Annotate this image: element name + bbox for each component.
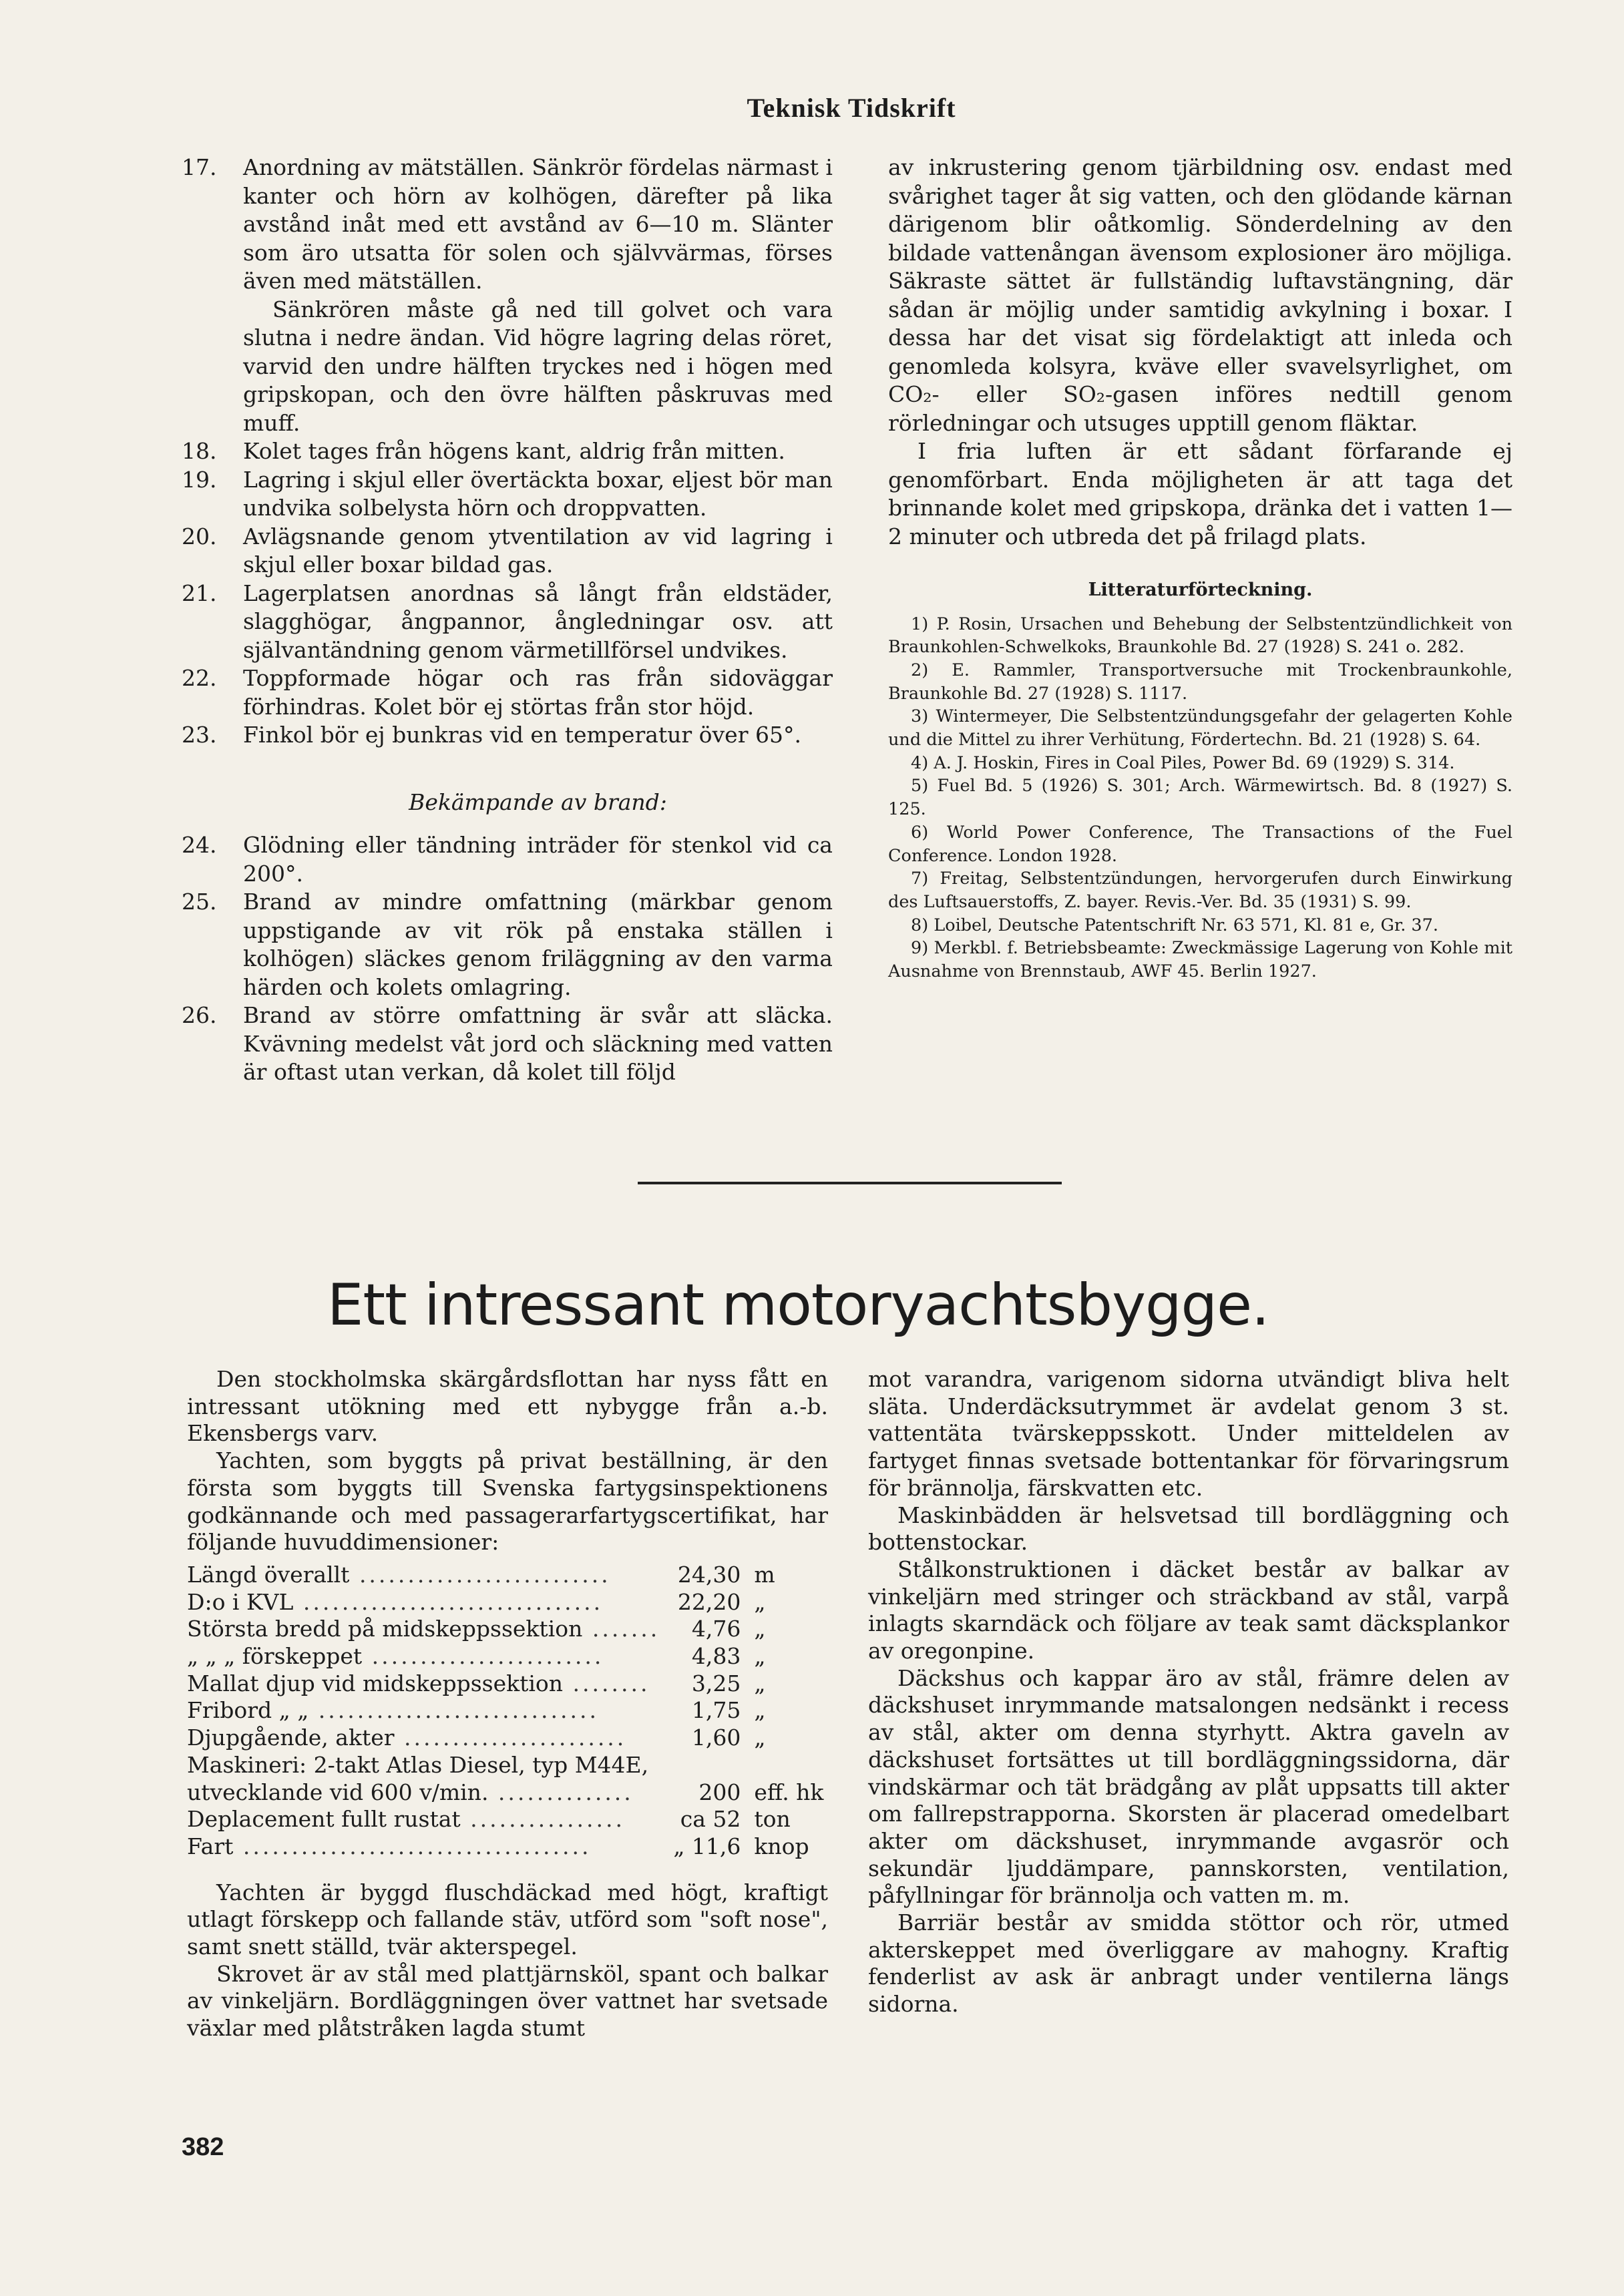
right-column bbox=[888, 154, 1512, 983]
list-item-number: 19. bbox=[182, 466, 217, 493]
bibliography-heading: Litteraturförteckning. bbox=[1088, 580, 1313, 600]
list-item bbox=[182, 154, 833, 437]
spec-unit: „ bbox=[754, 1643, 766, 1670]
list-item bbox=[182, 523, 833, 580]
list-item bbox=[182, 831, 833, 888]
table-row bbox=[187, 1643, 828, 1670]
spec-value: 1,75 bbox=[691, 1697, 741, 1724]
numbered-list-a bbox=[182, 154, 833, 750]
bibliography-entry: 1) P. Rosin, Ursachen und Behebung der Selbstentzündlichkeit von Braunkohlen-Schwelkoks, Braunkohle Bd. 27 (1928) S. 241 o. 282. bbox=[888, 614, 1512, 658]
spec-label: Fribord „ „ bbox=[187, 1697, 309, 1724]
list-item-number: 21. bbox=[182, 580, 217, 606]
table-row bbox=[187, 1562, 828, 1589]
table-row bbox=[187, 1670, 828, 1698]
list-item-number: 24. bbox=[182, 832, 217, 858]
left-column bbox=[182, 154, 833, 1087]
journal-title: Teknisk Tidskrift bbox=[747, 93, 956, 123]
leader-dots: ................ bbox=[460, 1806, 625, 1833]
spec-label: Mallat djup vid midskeppssektion bbox=[187, 1670, 564, 1696]
body-paragraph: mot varandra, varigenom sidorna utvändigt bliva helt släta. Underdäcksutrymmet är avdelat genom 3 st. vattentäta tvärskeppsskott. Under mitteldelen av fartyget finnas svetsade bottentankar för förvaringsrum för brännolja, färskvatten etc. bbox=[868, 1366, 1509, 1501]
spec-unit: ton bbox=[754, 1806, 791, 1833]
spec-unit: „ bbox=[754, 1616, 766, 1642]
page-number: 382 bbox=[182, 2133, 224, 2161]
section-divider bbox=[638, 1182, 1062, 1184]
body-paragraph: Yachten är byggd fluschdäckad med högt, kraftigt utlagt förskepp och fallande stäv, utförd som "soft nose", samt snett ställd, tvär akterspegel. bbox=[187, 1879, 828, 1960]
spec-unit: eff. hk bbox=[754, 1779, 824, 1805]
body-paragraph: av inkrustering genom tjärbildning osv. endast med svårighet tager åt sig vatten, och den glödande kärnan därigenom blir oåtkomlig. Sönderdelning av den bildade vattenångan ävensom explosioner äro möjliga. Säkraste sättet är fullständig luftavstängning, där sådan är möjlig under samtidig avkylning i boxar. I dessa har det visat sig fördelaktigt att inleda och genomleda kolsyra, kväve eller svavelsyrlighet, om CO₂- eller SO₂-gasen införes nedtill genom rörledningar och utsuges upptill genom fläktar. bbox=[888, 154, 1512, 436]
article-right-column bbox=[868, 1366, 1509, 2018]
spec-value: 3,25 bbox=[691, 1670, 741, 1696]
section-subheading: Bekämpande av brand: bbox=[409, 788, 667, 815]
list-item-number: 26. bbox=[182, 1002, 217, 1028]
spec-value: 200 bbox=[698, 1779, 741, 1805]
body-paragraph: Maskinbädden är helsvetsad till bordläggning och bottenstockar. bbox=[868, 1502, 1509, 1556]
list-item-text: Lagring i skjul eller övertäckta boxar, eljest bör man undvika solbelysta hörn och droppvatten. bbox=[243, 466, 833, 521]
list-item-text: Toppformade högar och ras från sidoväggar förhindras. Kolet bör ej störtas från stor höjd. bbox=[243, 665, 833, 720]
spec-label: „ „ „ förskeppet bbox=[187, 1643, 363, 1670]
table-row bbox=[187, 1779, 828, 1807]
bibliography-entry: 4) A. J. Hoskin, Fires in Coal Piles, Power Bd. 69 (1929) S. 314. bbox=[911, 752, 1455, 773]
body-paragraph: Skrovet är av stål med plattjärnsköl, spant och balkar av vinkeljärn. Bordläggningen över vattnet har svetsade växlar med plåtstråken lagda stumt bbox=[187, 1960, 828, 2042]
bibliography-entry: 6) World Power Conference, The Transactions of the Fuel Conference. London 1928. bbox=[888, 822, 1512, 866]
table-row bbox=[187, 1752, 828, 1779]
list-item-text: Brand av mindre omfattning (märkbar genom uppstigande av vit rök på enstaka ställen i kolhögen) släckes genom friläggning av den varma härden och kolets omlagring. bbox=[243, 889, 833, 1000]
spec-label: Deplacement fullt rustat bbox=[187, 1806, 461, 1833]
spec-label: utvecklande vid 600 v/min. bbox=[187, 1779, 489, 1805]
list-item bbox=[182, 721, 833, 750]
bibliography-entry: 7) Freitag, Selbstentzündungen, hervorgerufen durch Einwirkung des Luftsauerstoffs, Z. bayer. Revis.-Ver. Bd. 35 (1931) S. 99. bbox=[888, 869, 1512, 912]
spec-value: 22,20 bbox=[677, 1588, 741, 1615]
table-row bbox=[187, 1806, 828, 1833]
spec-label: D:o i KVL bbox=[187, 1588, 294, 1615]
body-paragraph: Stålkonstruktionen i däcket består av balkar av vinkeljärn med stringer och sträckband av stål, varpå inlagts skarndäck och följare av teak samt däcksplankor av oregonpine. bbox=[868, 1556, 1509, 1664]
body-paragraph: Däckshus och kappar äro av stål, främre delen av däckshuset inrymmande matsalongen nedsänkt i recess av stål, akter om denna styrhytt. Aktra gaveln av däckshuset fortsättes ut till bordläggningssidorna, där vindskärmar och tät brädgång av plåt uppsatts till akter om fallrepstrapporna. Skorsten är placerad omedelbart akter om däckshuset, inrymmande avgasrör och sekundär ljuddämpare, pannskorsten, ventilation, påfyllningar för brännolja och vatten m. m. bbox=[868, 1664, 1509, 1909]
spec-unit: „ bbox=[754, 1725, 766, 1751]
list-item bbox=[182, 664, 833, 721]
list-item-number: 22. bbox=[182, 665, 217, 691]
list-item bbox=[182, 1001, 833, 1087]
list-item-text: Brand av större omfattning är svår att släcka. Kvävning medelst våt jord och släckning med vatten är oftast utan verkan, då kolet till följd bbox=[243, 1002, 833, 1085]
spec-label: Djupgående, akter bbox=[187, 1725, 395, 1751]
leader-dots: ............................... bbox=[293, 1588, 604, 1615]
bibliography-list bbox=[888, 613, 1512, 983]
list-item-text: Finkol bör ej bunkras vid en temperatur över 65°. bbox=[243, 722, 801, 748]
list-item bbox=[182, 580, 833, 665]
table-row bbox=[187, 1616, 828, 1643]
list-item-text: Kolet tages från högens kant, aldrig från mitten. bbox=[243, 438, 785, 464]
table-row bbox=[187, 1725, 828, 1752]
spec-unit: „ bbox=[754, 1670, 766, 1696]
bibliography-entry: 5) Fuel Bd. 5 (1926) S. 301; Arch. Wärmewirtsch. Bd. 8 (1927) S. 125. bbox=[888, 776, 1512, 820]
leader-dots: ....................... bbox=[394, 1725, 627, 1751]
leader-dots: .............. bbox=[488, 1779, 634, 1805]
spec-label: Fart bbox=[187, 1833, 234, 1859]
bibliography-entry: 2) E. Rammler, Transportversuche mit Trockenbraunkohle, Braunkohle Bd. 27 (1928) S. 1117. bbox=[888, 660, 1512, 704]
spec-unit: „ bbox=[754, 1588, 766, 1615]
leader-dots: ....... bbox=[582, 1616, 660, 1642]
list-item bbox=[182, 466, 833, 523]
list-item bbox=[182, 437, 833, 466]
list-item-number: 20. bbox=[182, 523, 217, 549]
spec-value: „ 11,6 bbox=[673, 1833, 741, 1859]
dimensions-table bbox=[187, 1562, 828, 1861]
list-item-text: Glödning eller tändning inträder för stenkol vid ca 200°. bbox=[243, 832, 833, 887]
leader-dots: ........ bbox=[563, 1670, 650, 1696]
article-title: Ett intressant motoryachtsbygge. bbox=[327, 1272, 1269, 1339]
spec-value: 4,83 bbox=[691, 1643, 741, 1670]
list-item-number: 18. bbox=[182, 438, 217, 464]
spec-unit: knop bbox=[754, 1833, 809, 1859]
body-paragraph: Barriär består av smidda stöttor och rör, utmed akterskeppet med överliggare av mahogny. Kraftig fenderlist av ask är anbragt under ventilerna längs sidorna. bbox=[868, 1909, 1509, 2018]
list-item-number: 23. bbox=[182, 722, 217, 748]
spec-label: Längd överallt bbox=[187, 1561, 350, 1588]
list-item-text: Sänkrören måste gå ned till golvet och vara slutna i nedre ändan. Vid högre lagring delas röret, varvid den undre hälften tryckes ned i högen med gripskopan, och den övre hälften påskruvas med muff. bbox=[243, 296, 833, 436]
leader-dots: .......................... bbox=[349, 1561, 611, 1588]
article-left-column bbox=[187, 1366, 828, 2042]
spec-label: Maskineri: 2-takt Atlas Diesel, typ M44E, bbox=[187, 1751, 649, 1778]
bibliography-entry: 3) Wintermeyer, Die Selbstentzündungsgefahr der gelagerten Kohle und die Mittel zu ihrer Verhütung, Fördertechn. Bd. 21 (1928) S. 64. bbox=[888, 706, 1512, 750]
bibliography-entry: 9) Merkbl. f. Betriebsbeamte: Zweckmässige Lagerung von Kohle mit Ausnahme von Brennstaub, AWF 45. Berlin 1927. bbox=[888, 938, 1512, 982]
spec-label: Största bredd på midskeppssektion bbox=[187, 1616, 583, 1642]
list-item-text: Anordning av mätställen. Sänkrör fördelas närmast i kanter och hörn av kolhögen, därefter på lika avstånd inåt med ett avstånd av 6—10 m. Slänter som äro utsatta för solen och självvärmas, förses även med mätställen. bbox=[243, 154, 833, 294]
spec-value: 24,30 bbox=[677, 1561, 741, 1588]
spec-value: 4,76 bbox=[691, 1616, 741, 1642]
table-row bbox=[187, 1589, 828, 1616]
body-paragraph: Den stockholmska skärgårdsflottan har nyss fått en intressant utökning med ett nybygge från a.-b. Ekensbergs varv. bbox=[187, 1366, 828, 1447]
spec-value: ca 52 bbox=[680, 1806, 741, 1833]
table-row bbox=[187, 1833, 828, 1861]
table-row bbox=[187, 1697, 828, 1725]
spec-unit: „ bbox=[754, 1697, 766, 1724]
body-paragraph: Yachten, som byggts på privat beställning, är den första som byggts till Svenska fartygsinspektionens godkännande och med passagerarfartygscertifikat, har följande huvuddimensioner: bbox=[187, 1447, 828, 1556]
list-item-number: 25. bbox=[182, 889, 217, 915]
leader-dots: .................................... bbox=[233, 1833, 592, 1859]
leader-dots: ............................. bbox=[309, 1697, 599, 1724]
spec-unit: m bbox=[754, 1561, 775, 1588]
numbered-list-b bbox=[182, 831, 833, 1087]
list-item-number: 17. bbox=[182, 154, 217, 180]
bibliography-entry: 8) Loibel, Deutsche Patentschrift Nr. 63 571, Kl. 81 e, Gr. 37. bbox=[911, 915, 1438, 935]
body-paragraph: I fria luften är ett sådant förfarande ej genomförbart. Enda möjligheten är att taga det brinnande kolet med gripskopa, dränka det i vatten 1—2 minuter och utbreda det på frilagd plats. bbox=[888, 438, 1512, 549]
list-item-text: Lagerplatsen anordnas så långt från eldstäder, slagghögar, ångpannor, ångledningar osv. att självantändning genom värmetillförsel undvikes. bbox=[243, 580, 833, 663]
list-item bbox=[182, 888, 833, 1001]
leader-dots: ........................ bbox=[362, 1643, 604, 1670]
list-item-text: Avlägsnande genom ytventilation av vid lagring i skjul eller boxar bildad gas. bbox=[243, 523, 833, 578]
spec-value: 1,60 bbox=[691, 1725, 741, 1751]
